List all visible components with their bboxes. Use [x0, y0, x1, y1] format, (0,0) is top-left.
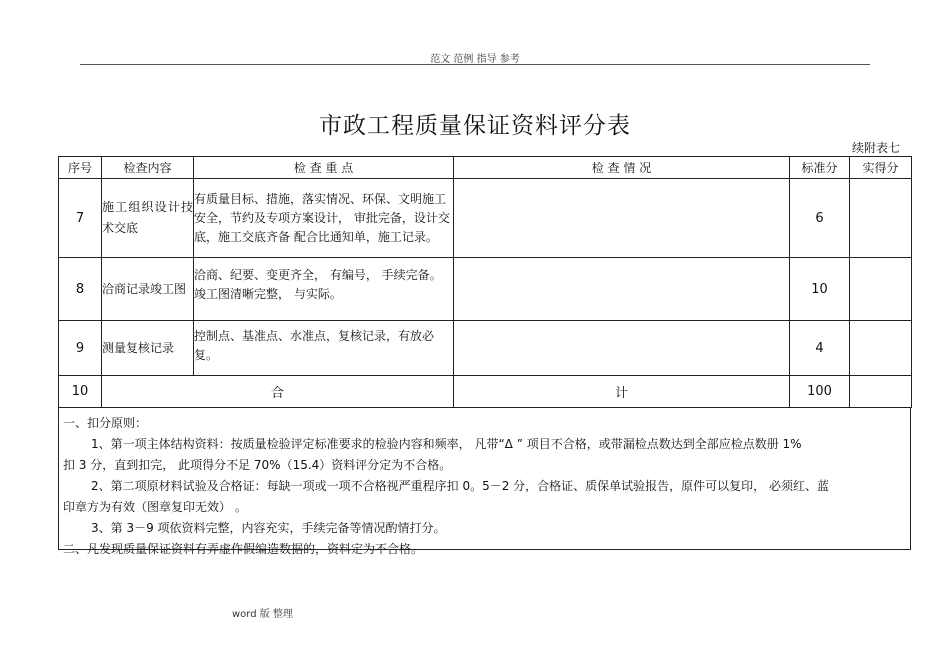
- row-content: 施工组织设计技术交底: [102, 179, 194, 258]
- table-row: [59, 179, 912, 258]
- notes-item-2: 2、第二项原材料试验及合格证：每缺一项或一项不合格视严重程序扣 0。5－2 分，合格证、质保单试验报告，原件可以复印， 必须红、蓝: [91, 479, 829, 493]
- table-row: [59, 258, 912, 321]
- total-actual-score: [850, 376, 912, 408]
- col-header-no: 序号: [59, 157, 102, 179]
- deduction-notes: [58, 407, 911, 556]
- notes-item-1: 1、第一项主体结构资料：按质量检验评定标准要求的检验内容和频率， 凡带“Δ ” 项目不合格，或带漏检点数达到全部应检点数册 1%: [91, 437, 802, 451]
- page-title: 市政工程质量保证资料评分表: [319, 113, 631, 139]
- row-standard-score: 10: [790, 258, 850, 321]
- total-label-ji: 计: [454, 376, 790, 408]
- row-number: 9: [59, 321, 102, 376]
- col-header-status: 检 查 情 况: [454, 157, 790, 179]
- page-footer: word 版 整理: [232, 609, 293, 620]
- row-focus: 洽商、纪要、变更齐全， 有编号， 手续完备。竣工图清晰完整， 与实际。: [194, 258, 454, 321]
- row-status: [454, 321, 790, 376]
- page-header: 范文 范例 指导 参考: [430, 54, 520, 65]
- total-number: 10: [59, 376, 102, 408]
- notes-item-2-cont: 印章方为有效（图章复印无效） 。: [63, 500, 247, 514]
- notes-heading: 一、扣分原则：: [63, 416, 148, 430]
- appendix-label: 续附表七: [851, 141, 900, 155]
- row-standard-score: 4: [790, 321, 850, 376]
- row-focus: 控制点、基准点、水准点，复核记录，有放必复。: [194, 321, 454, 376]
- row-standard-score: 6: [790, 179, 850, 258]
- row-number: 7: [59, 179, 102, 258]
- row-focus: 有质量目标、措施，落实情况、环保、文明施工安全，节约及专项方案设计， 审批完备，设计交底，施工交底齐备 配合比通知单，施工记录。: [194, 179, 454, 258]
- row-status: [454, 179, 790, 258]
- row-content: 洽商记录竣工图: [102, 258, 194, 321]
- header-rule: [80, 64, 870, 65]
- row-actual-score: [850, 258, 912, 321]
- score-table: [58, 156, 912, 408]
- table-row: [59, 321, 912, 376]
- row-actual-score: [850, 321, 912, 376]
- total-label-he: 合: [102, 376, 454, 408]
- col-header-content: 检查内容: [102, 157, 194, 179]
- total-standard-score: 100: [790, 376, 850, 408]
- col-header-focus: 检 查 重 点: [194, 157, 454, 179]
- notes-item-1-cont: 扣 3 分，直到扣完， 此项得分不足 70%（15.4）资料评分定为不合格。: [63, 458, 452, 472]
- col-header-standard: 标准分: [790, 157, 850, 179]
- row-number: 8: [59, 258, 102, 321]
- row-content: 测量复核记录: [102, 321, 194, 376]
- notes-item-3: 3、第 3－9 项依资料完整，内容充实，手续完备等情况酌情打分。: [91, 521, 446, 535]
- total-row: [59, 376, 912, 408]
- row-actual-score: [850, 179, 912, 258]
- table-header-row: [59, 157, 912, 179]
- notes-item-4: 二、凡发现质量保证资料有弄虚作假编造数据的，资料定为不合格。: [63, 542, 424, 556]
- row-status: [454, 258, 790, 321]
- col-header-actual: 实得分: [850, 157, 912, 179]
